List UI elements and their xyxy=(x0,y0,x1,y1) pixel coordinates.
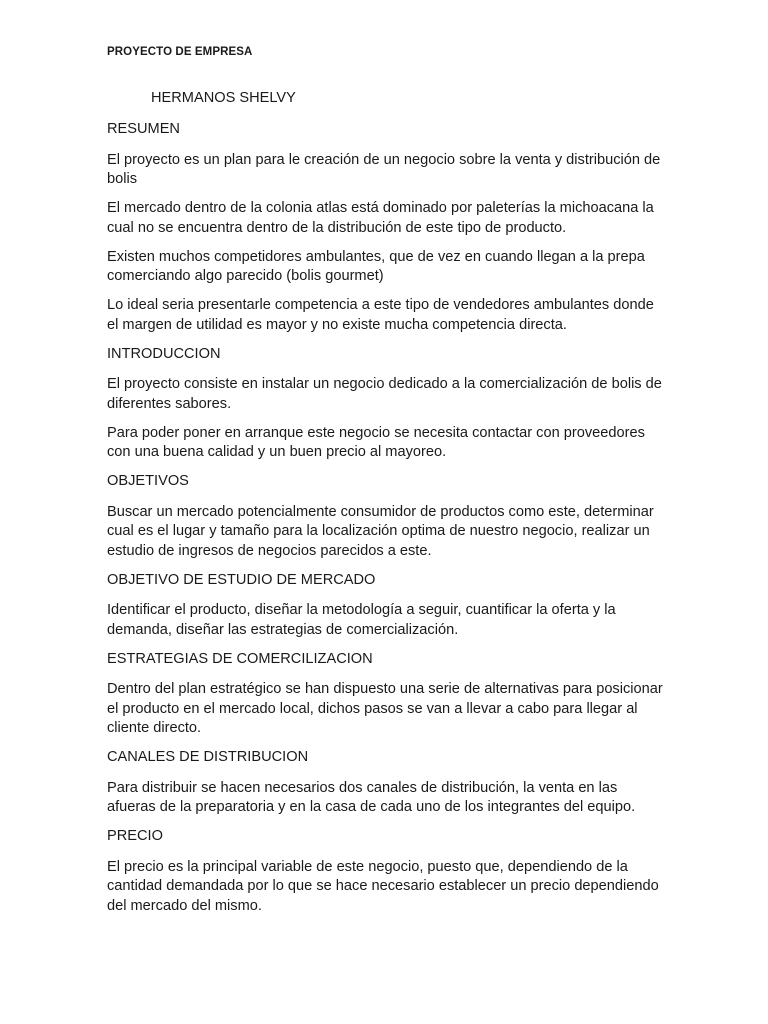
paragraph: Existen muchos competidores ambulantes, que de vez en cuando llegan a la prepa comerciando algo parecido (bolis gourmet) xyxy=(107,248,645,284)
section-heading: ESTRATEGIAS DE COMERCILIZACION xyxy=(107,650,373,667)
paragraph: Identificar el producto, diseñar la metodología a seguir, cuantificar la oferta y la demanda, diseñar las estrategias de comercialización. xyxy=(107,602,616,638)
section-heading: OBJETIVOS xyxy=(107,473,189,489)
section-estrategias xyxy=(107,650,667,739)
paragraph: El precio es la principal variable de este negocio, puesto que, dependiendo de la cantidad demandada por lo que se hace necesario establecer un precio dependiendo del mercado del mismo. xyxy=(107,858,659,914)
section-canales xyxy=(107,748,667,818)
section-resumen xyxy=(107,120,667,335)
section-heading: CANALES DE DISTRIBUCION xyxy=(107,749,309,765)
section-heading: INTRODUCCION xyxy=(107,345,221,362)
section-heading: RESUMEN xyxy=(107,121,180,137)
paragraph: El proyecto es un plan para le creación de un negocio sobre la venta y distribución de bolis xyxy=(107,151,661,187)
company-name: HERMANOS SHELVY xyxy=(151,90,296,106)
paragraph: El proyecto consiste en instalar un negocio dedicado a la comercialización de bolis de diferentes sabores. xyxy=(107,376,662,412)
document-title: PROYECTO DE EMPRESA xyxy=(107,46,253,58)
paragraph: El mercado dentro de la colonia atlas está dominado por paleterías la michoacana la cual no se encuentra dentro de la distribución de este tipo de producto. xyxy=(107,200,654,236)
paragraph: Dentro del plan estratégico se han dispuesto una serie de alternativas para posicionar el producto en el mercado local, dichos pasos se van a llevar a cabo para llegar al cliente directo. xyxy=(107,681,663,736)
section-estudio-mercado xyxy=(107,571,667,641)
paragraph: Para distribuir se hacen necesarios dos canales de distribución, la venta en las afueras de la preparatoria y en la casa de cada uno de los integrantes del equipo. xyxy=(107,779,636,815)
section-heading: OBJETIVO DE ESTUDIO DE MERCADO xyxy=(107,571,376,588)
document-body xyxy=(107,120,667,926)
section-precio xyxy=(107,827,667,916)
section-objetivos xyxy=(107,472,667,561)
section-heading: PRECIO xyxy=(107,828,163,844)
section-introduccion xyxy=(107,345,667,463)
paragraph: Lo ideal seria presentarle competencia a este tipo de vendedores ambulantes donde el margen de utilidad es mayor y no existe mucha competencia directa. xyxy=(107,297,654,333)
document-page xyxy=(107,0,667,1024)
paragraph: Para poder poner en arranque este negocio se necesita contactar con proveedores con una buena calidad y un buen precio al mayoreo. xyxy=(107,424,645,460)
paragraph: Buscar un mercado potencialmente consumidor de productos como este, determinar cual es el lugar y tamaño para la localización optima de nuestro negocio, realizar un estudio de ingresos de negocios parecidos a este. xyxy=(107,503,654,559)
